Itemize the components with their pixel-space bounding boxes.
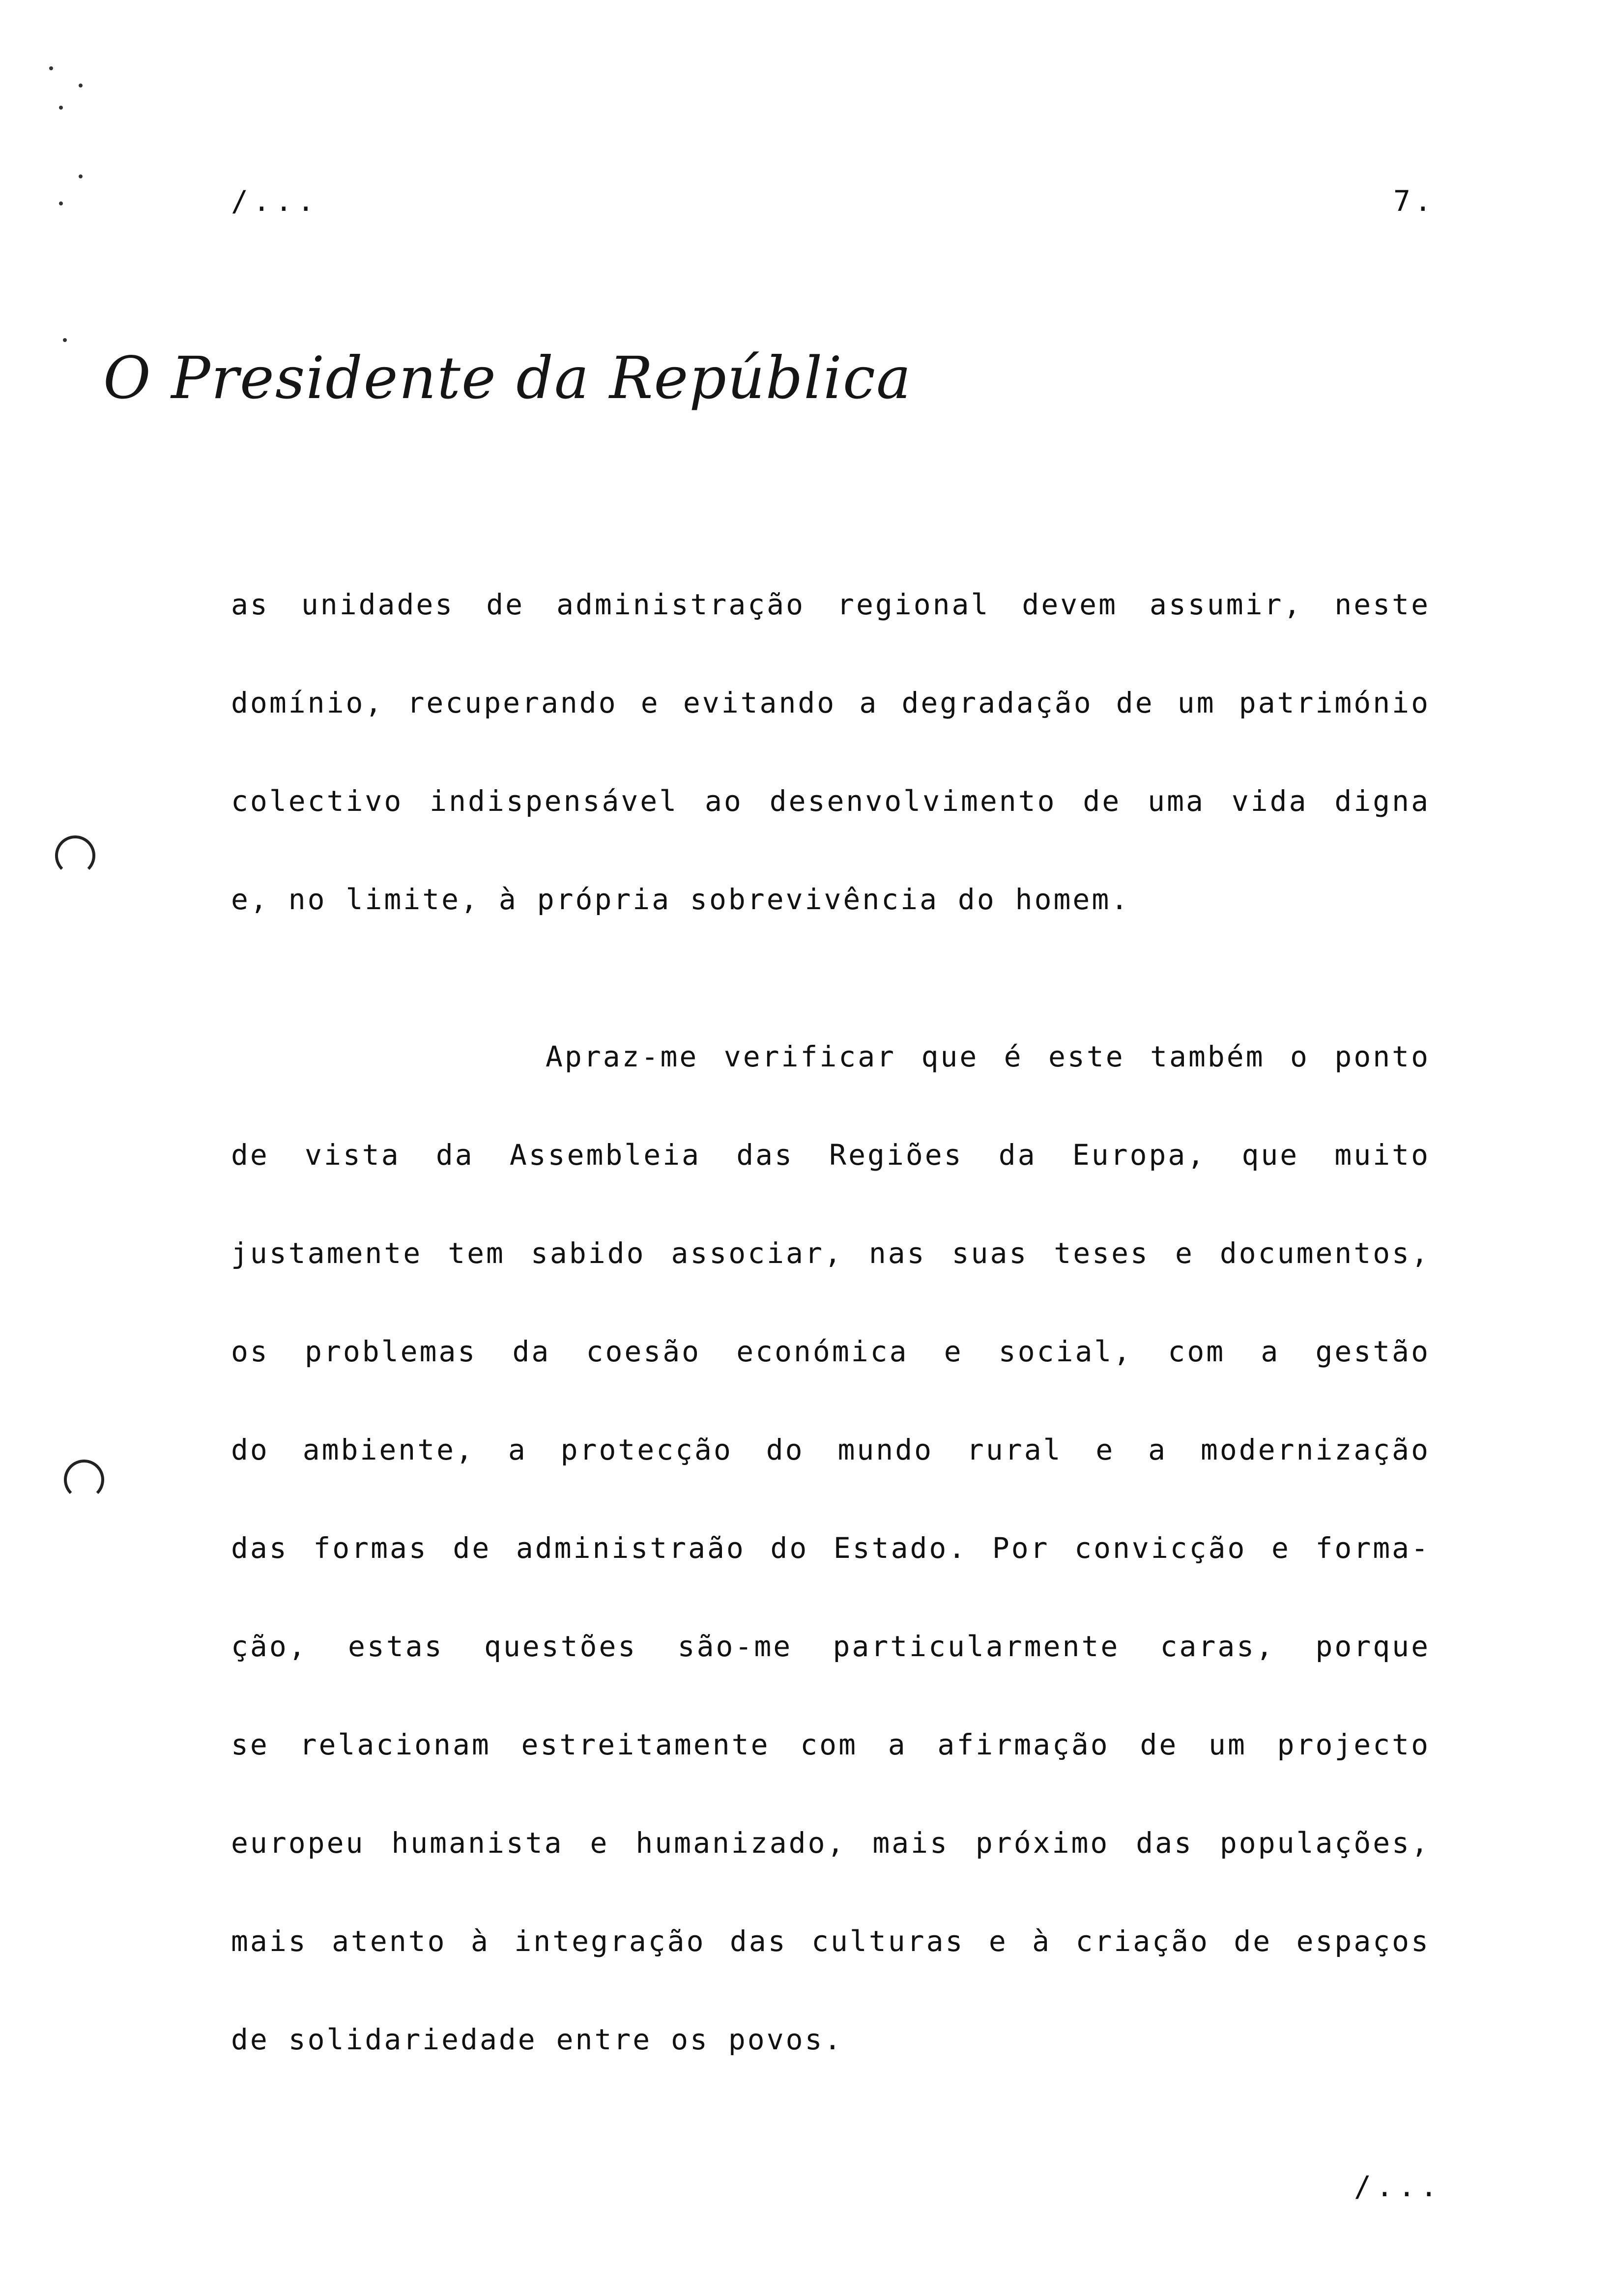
- margin-speck: [49, 66, 53, 70]
- text-line: das formas de administraão do Estado. Por convicção e forma-: [231, 1531, 1430, 1565]
- punch-hole-mark: [55, 835, 95, 876]
- text-line: as unidades de administração regional devem assumir, neste: [231, 588, 1430, 621]
- text-line: Apraz-me verificar que é este também o ponto: [546, 1040, 1430, 1073]
- margin-speck: [59, 201, 63, 205]
- text-line: de solidariedade entre os povos.: [231, 2023, 843, 2056]
- text-line: justamente tem sabido associar, nas suas teses e documentos,: [231, 1236, 1430, 1270]
- paragraph-2: [231, 1007, 1430, 2089]
- margin-speck: [79, 84, 83, 87]
- punch-hole-mark: [64, 1460, 104, 1500]
- text-line: domínio, recuperando e evitando a degradação de um património: [231, 686, 1430, 719]
- margin-speck: [59, 106, 63, 110]
- text-line: europeu humanista e humanizado, mais próximo das populações,: [231, 1826, 1430, 1860]
- paragraph-1: [231, 555, 1430, 948]
- text-line: do ambiente, a protecção do mundo rural e a modernização: [231, 1433, 1430, 1466]
- text-line: ção, estas questões são-me particularmente caras, porque: [231, 1630, 1430, 1663]
- text-line: e, no limite, à própria sobrevivência do homem.: [231, 883, 1130, 916]
- margin-speck: [63, 338, 67, 342]
- continuation-marker-bottom: /...: [1354, 2170, 1442, 2203]
- text-line: colectivo indispensável ao desenvolvimento de uma vida digna: [231, 784, 1430, 818]
- page-number: 7.: [1393, 184, 1436, 218]
- letterhead: O Presidente da República: [103, 344, 912, 412]
- text-line: mais atento à integração das culturas e à criação de espaços: [231, 1924, 1430, 1958]
- text-line: os problemas da coesão económica e social, com a gestão: [231, 1335, 1430, 1368]
- text-line: se relacionam estreitamente com a afirmação de um projecto: [231, 1728, 1430, 1761]
- text-line: de vista da Assembleia das Regiões da Europa, que muito: [231, 1138, 1430, 1172]
- margin-speck: [79, 174, 83, 178]
- continuation-marker-top: /...: [231, 184, 319, 218]
